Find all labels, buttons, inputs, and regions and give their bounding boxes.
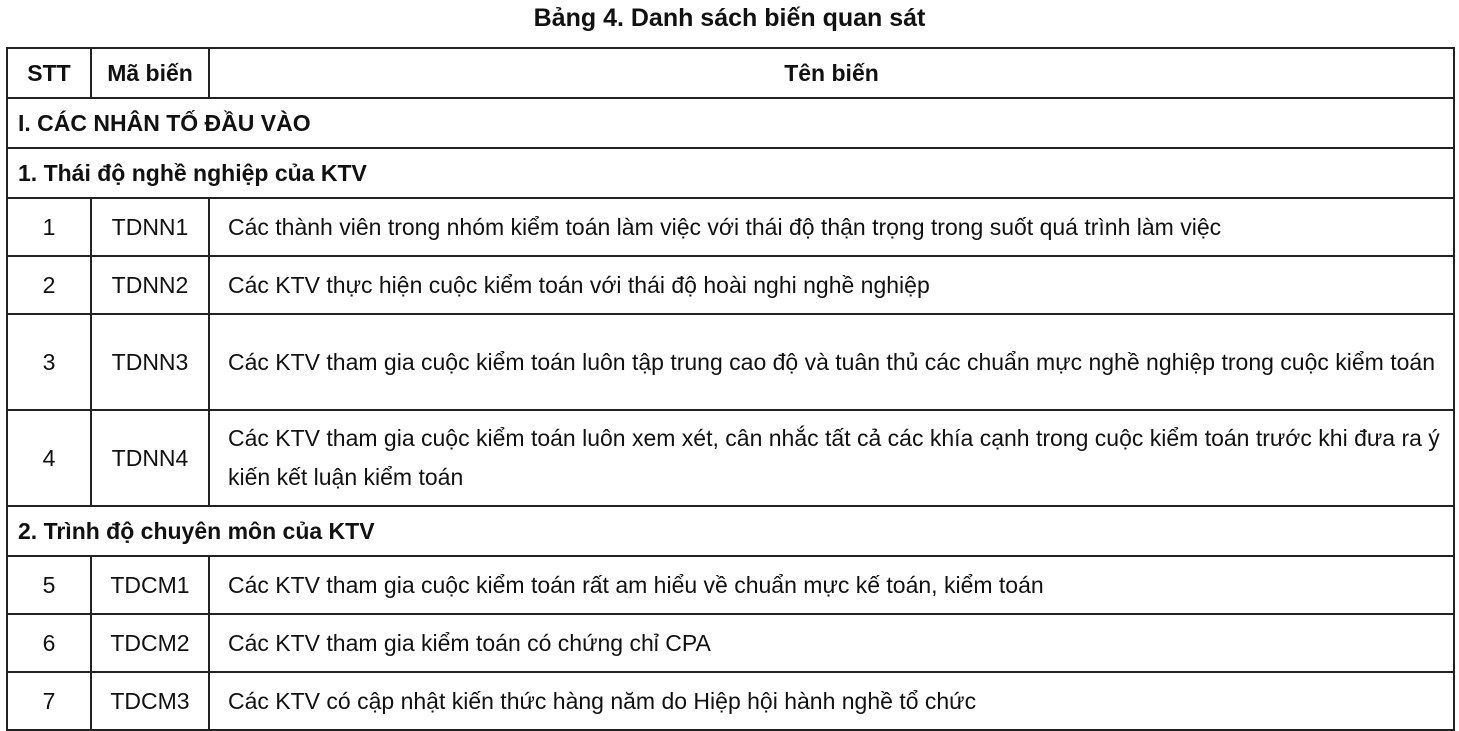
row-variable-code: TDNN2 xyxy=(91,256,209,314)
row-variable-name: Các KTV có cập nhật kiến thức hàng năm do Hiệp hội hành nghề tổ chức xyxy=(209,672,1454,730)
row-stt: 7 xyxy=(7,672,91,730)
table-title: Bảng 4. Danh sách biến quan sát xyxy=(533,4,926,32)
table-row xyxy=(7,256,1454,314)
observed-variables-table xyxy=(6,47,1455,731)
row-variable-code: TDNN1 xyxy=(91,198,209,256)
group-row xyxy=(7,506,1454,556)
header-variable-name: Tên biến xyxy=(209,48,1454,98)
group-label: 2. Trình độ chuyên môn của KTV xyxy=(7,506,1454,556)
table-row xyxy=(7,410,1454,506)
row-stt: 1 xyxy=(7,198,91,256)
group-label: 1. Thái độ nghề nghiệp của KTV xyxy=(7,148,1454,198)
row-stt: 6 xyxy=(7,614,91,672)
row-variable-code: TDCM2 xyxy=(91,614,209,672)
header-variable-code: Mã biến xyxy=(91,48,209,98)
row-variable-code: TDCM1 xyxy=(91,556,209,614)
table-row xyxy=(7,198,1454,256)
group-row xyxy=(7,148,1454,198)
row-variable-name: Các KTV tham gia cuộc kiểm toán rất am hiểu về chuẩn mực kế toán, kiểm toán xyxy=(209,556,1454,614)
row-variable-name: Các KTV tham gia kiểm toán có chứng chỉ CPA xyxy=(209,614,1454,672)
table-row xyxy=(7,314,1454,410)
row-variable-name: Các KTV tham gia cuộc kiểm toán luôn xem xét, cân nhắc tất cả các khía cạnh trong cuộc kiểm toán trước khi đưa ra ý kiến kết luận kiểm toán xyxy=(209,410,1454,506)
row-stt: 5 xyxy=(7,556,91,614)
header-stt: STT xyxy=(7,48,91,98)
row-variable-code: TDCM3 xyxy=(91,672,209,730)
section-label: I. CÁC NHÂN TỐ ĐẦU VÀO xyxy=(7,98,1454,148)
table-row xyxy=(7,556,1454,614)
table-header-row xyxy=(7,48,1454,98)
table-row xyxy=(7,672,1454,730)
section-row xyxy=(7,98,1454,148)
table-row xyxy=(7,614,1454,672)
row-stt: 3 xyxy=(7,314,91,410)
row-variable-name: Các KTV tham gia cuộc kiểm toán luôn tập trung cao độ và tuân thủ các chuẩn mực nghề nghiệp trong cuộc kiểm toán xyxy=(209,314,1454,410)
row-stt: 4 xyxy=(7,410,91,506)
row-variable-name: Các KTV thực hiện cuộc kiểm toán với thái độ hoài nghi nghề nghiệp xyxy=(209,256,1454,314)
row-variable-name: Các thành viên trong nhóm kiểm toán làm việc với thái độ thận trọng trong suốt quá trình làm việc xyxy=(209,198,1454,256)
row-stt: 2 xyxy=(7,256,91,314)
row-variable-code: TDNN4 xyxy=(91,410,209,506)
row-variable-code: TDNN3 xyxy=(91,314,209,410)
